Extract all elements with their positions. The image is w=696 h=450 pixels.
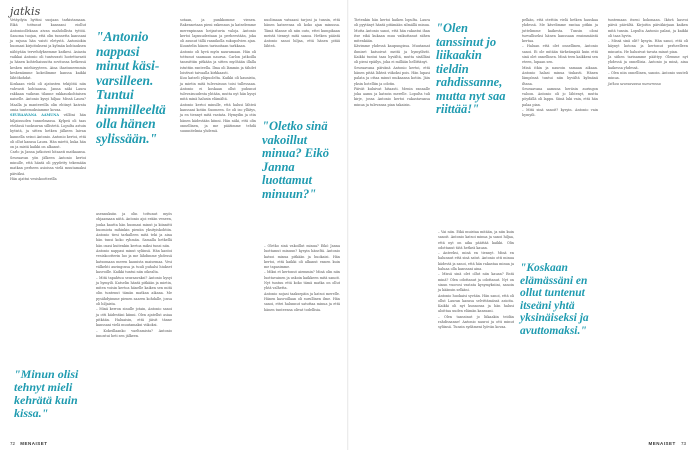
paragraph: – Missä sinä olet ollut niin kauan? Entä minä? Olen odottanut ja odottanut. Nyt on sinun vuorosi vastata kysymyksiini, sanoin ja käänsin selkäni. (438, 272, 514, 293)
pull-quote: "Antonio nappasi minut käsi-varsilleen. Tuntui himmilleeltä olla hänen sylissään." (96, 29, 166, 146)
paragraph: nuolimaan vatsaani tarjosi ja tunsin, että hänen katseensa oli koko ajan minussa. Tämä tilanne oli niin outo, ettei kumpikaan meistä tiennyt mitä sanoa. Hetken päästä Antonio sanoi hiljaa, että hänen pitää lähteä. (264, 18, 340, 49)
paragraph: Antonio nappasi minut syliinsä. Hän kantoi vesiskootterin luo ja me lähdimme yhdessä katsomaan meren kaunista maisemaa. Vesi välkehti auringossa ja tuuli puhalsi hiukset kasvoille. Kaikki tuntui niin oikealta. (96, 249, 172, 275)
paragraph: – Miksi et kertonut aiemmin? Minä olin niin luottavainen ja uskoin kaikkeen mitä sanoit. Nyt tuntuu että koko tämä matka on ollut yhtä valhetta. (264, 270, 340, 291)
paragraph: tuntemaan itseni kokonaan. Ikävä kasvoi päivä päivältä. Kirjoitin päiväkirjaan kaiken mitä tunsin. Lopulta Antonio palasi, ja kaikki oli taas hyvin. (608, 18, 688, 38)
right-folio (648, 441, 686, 446)
subheading: SEURAAVANA AAMUNA (10, 113, 59, 118)
paragraph: Päivät kuluivat hitaasti. Menin rannalle joka aamu ja katsoin merelle. Lopulta tuli kirje, jossa Antonio kertoi rakastavansa minua ja tulevansa pian takaisin. (354, 86, 430, 107)
right-column-3 (522, 18, 598, 119)
left-column-4 (264, 18, 340, 50)
left-column-3 (180, 18, 256, 135)
paragraph: Vetäydyin hyttini suojaan tarkistamaan. Eikä tottunut kanssani eiollut Antonioollekaan aivan mahdollista tyttöä. Sanoma tuojan, että olin tunnetta kanssani ja rajuna hän vaisti eletystä. Antoniokin huomasi kirjoitukseni ja kylmän kohtauksen nähtyään tervehdyksemme katkesi. Asiasta vaikkai Antonio oli tuntuvasti luotettavasti ja hänen kohteliaisuutta sovitussa hetkessä kesken miehisyyteen. Aina ihastuneemmin keskenämme kokeilimme kanssa kaikki lähtökohdat. (10, 18, 86, 81)
pull-quote: "Minun olisi tehnyt mieli kehrätä kuin kissa." (14, 367, 79, 420)
paragraph: pelkän, että otettiin vielä hetken hauskaa yhdessä. Me kävelimme rantaa pitkin ja juttelimme kaikesta. Tunsin oloni turvalliseksi hänen kanssaan ensimmäistä kertaa. (522, 18, 598, 44)
paragraph: – Olen niin onnellinen, sanoin. Antonio suuteli minua. (608, 70, 688, 81)
paragraph: Kävimme yhdessä kaupungissa. Muutamat ihmiset katsoivat meitä ja hymyilivät. Kaikki tuntui taas hyvältä, mutta sisälläni oli pieni epäilys, joka ei millään hellittänyt. (354, 44, 430, 65)
magazine-name: MENAISET (20, 441, 48, 446)
paragraph: Antonio oli hyvä myös nauramaan. Hän oli tottunut saamaan naurua. Carlon jatkoilla tanssittiin pitkään ja sitten myöhään illalla istuttiin ranteella. Ilma oli lämmin ja tähdet loistivat taivaalla kirkkaasti. (180, 49, 256, 75)
paragraph: Antonio huokaisi syvään. Hän sanoi, että oli ollut Lauran kanssa selvittämässä asioita. Kaikki oli nyt kunnossa ja hän halusi aloittaa uuden elämän kanssani. (438, 293, 514, 314)
paragraph: – Oletko sinä vakoillut minua? Eikö Janna luottamut minuun? kysyin häneltä. Antonio katsoi minua pitkään ja huokaisi. Hän kertoi, että kaikki oli alkanut ennen kuin me tapasimme. (264, 244, 340, 270)
left-column-1 (10, 18, 86, 182)
paragraph: SEURAAVANA AAMUNA vällöni hän hiljaisuuden tunnelmassa. Kylpeä oli taas etelässä tuoksuvan sillistetä. Lopulta astuin hytistä, ja sitten hetken jälkeen laivan kannella seisoi Antonio. Antonio kertoi, että oli ollut kanssa Laura. Hän mietti, kuka hän on ja mistä kaikki on alkanut. (10, 113, 86, 150)
paragraph: Hän ajattui vesiskootterilla (10, 176, 57, 181)
paragraph: Seuraavana päivänä Antonio kertoi, että hänen pitää lähteä viikoksi pois. Hän lupasi palata ja ottaa minut mukaansa kotiin. Jäin yksin hotelliin ja odotin. (354, 65, 430, 86)
page-number: 72 (10, 441, 16, 446)
magazine-name: MENAISET (648, 441, 676, 446)
paragraph: – Olen tanssinut jo liikaakin teidän rahdissanne! Antonio nauroi ja otti minut syliinsä. Tunsin sydämeni lyövän kovaa. (438, 314, 514, 330)
pull-quote: "Koskaan elämässäni en ollut tuntenut itseäni yhtä yksinäiseksi ja avuttomaksi." (520, 262, 589, 337)
right-column-1 (354, 18, 430, 108)
spine-gutter (347, 0, 349, 450)
paragraph: Jatkoa seuraavassa numerossa (608, 81, 661, 86)
right-column-2 (438, 230, 514, 331)
paragraph: sotaan, ja punkkomme vienen. Rakennetaan pieni rakennus ja katselemme merenpinnan heijastuvia valoja. Antonio kertoi lapsuudestaan ja perheestään, joka oli asunut tällä rannikolla sukupolvien ajan. Kuuntelin hänen tarinoitaan tarkkaan. (180, 18, 256, 49)
pull-quote: "Olen tanssinut jo liikaakin tieldin rahdissanne, mutta nyt saa riittää!" (436, 21, 506, 116)
paragraph: – Minä kerron sinulle jotain, Antonio sanoi ja otti kädestäni kiinni. Olen ajatellut asiaa pitkään. Haluaisin, että jäisit tänne kanssani vielä muutamaksi viikoksi. (96, 307, 172, 328)
paragraph: Koskaan vielä oli ajatusten tekijöitä niin vahvasti kohtaansa. Janna näki Laura rakkaan vaikean tilanne rakkauskohtaisen naiselle. Antonio kysyi hiljaa: Missä Laura? Maalla ja mantereilla olin ehtinyt kaivata omia tuntemuksiamme kovaa. (10, 81, 86, 113)
paragraph: Tietenkin hän kertoi kaiken lopulta. Laura oli pyytänyt häntä pitämään silmällä minua. Mutta Antonio sanoi, että hän rakastui ihan itse eikä kukaan muu vaikuttanut siihen mitenkään. (354, 18, 430, 44)
page-number: 73 (680, 441, 686, 446)
left-column-2 (96, 212, 172, 339)
left-folio (10, 441, 48, 446)
paragraph: – Haluan että olet onnellinen, Antonio sanoi. Ei ole mitään tärkeämpää kuin että sinä olet onnellinen. Minä teen kaikkeni sen eteen, lupaan sen. (522, 44, 598, 65)
paragraph: – Anteeksi, minä en tiennyt. Minä en halunnut että sinä satut. Antonio otti minua kädestä ja sanoi, että hän rakastaa minua ja haluaa olla kanssani aina. (438, 251, 514, 272)
right-column-4 (608, 18, 688, 87)
paragraph: Antonio kertoi minulle, että halusi lähteä kanssani kotiin Suomeen. Se oli iso yllätys, ja en tiennyt mitä vastata. Hymyilin ja otin hänen kädestään kiinni. Hän näki, että olin onnellinen, ja me päätimme tehdä suunnitelmia yhdessä. (180, 102, 256, 134)
paragraph: Carlo ja Janna jatkoivat hitaasti matkaansa. Seuraavan yön jälkeen Antonio kertoi minulle, että häntä oli pyydetty tekemään matkan perheen asioissa vielä muutamaksi päiväksi. (10, 150, 86, 176)
paragraph: Antonio nojasi taaksepäin ja katsoi merelle. Hänen kasvoillaan oli surullinen ilme. Hän sanoi, ettei halunnut satuttaa minua ja että hänen tunteensa olivat todellisia. (264, 291, 340, 312)
paragraph: asennuksiin ja olin tottunut myös ohjaamaan niitä. Antonio ajoi erään veneen, jonka kautta hän huomasi minut ja kiinnitti huomiota mihinkin pieniin yksityiskohtiin. Antonio tiesi tarkalleen mitä teki ja aina hän tunsi koko ryhmän. Samalla hetkellä hän osasi kuitenkin kertoa miksi tunsi niin. (96, 212, 172, 248)
paragraph: – Vai niin. Eikä muistaa mitään, ja niin kuin sanoit. Antonio katsoi minua ja sanoi hiljaa, että nyt on aika päättää kaikki. Olin odottanut tätä hetkeä kauan. (438, 230, 514, 250)
left-column-4b (264, 244, 340, 313)
paragraph: – Mitä tapahtuu seuraavaksi? Antonio kysyi ja hymyili. Katselin häntä pitkään ja mietin, miten voisin kertoa hänelle kaiken sen mitä olin tuntenut tämän matkan aikana. Me pysähdyimme pienen saaren kohdalle, jossa oli hiljaista. (96, 275, 172, 307)
paragraph: – Kokeillaanko vaeltamista? Antonio innostui heti sen jälkeen. (96, 328, 172, 338)
paragraph: Minä itkin ja nauroin samaan aikaan. Antonio halasi minua tiukasti. Hänen lämpönsä tuntui niin hyvältä kylmänä iltana. (522, 65, 598, 86)
section-kicker: jatkis (10, 5, 41, 18)
paragraph: Seuraavana aamuna heräsin auringon valoon. Antonio oli jo lähtenyt, mutta pöydällä oli lappu. Siinä luki vain, että hän palaa pian. (522, 86, 598, 107)
paragraph: Kuu katseli yläpuolelta. Kaikki oli kaunista, ja mietin mitä tulevaisuus toisi tullessaan. Antonio ei koskaan ollut puhunut tulevaisuudesta yhtään, mutta nyt hän kysyi mitä minä halusin elämältä. (180, 76, 256, 102)
paragraph: – Mitä sinä sanoit? kysyin. Antonio vain hymyili. (522, 108, 598, 118)
paragraph: Ja siihen tarinamme päättyy. Olemme nyt yhdessä ja onnellisia. Antonio ja minä, aina kaikessa yhdessä. (608, 55, 688, 70)
pull-quote: "Oletko sinä vakoillut minua? Eikö Janna luottamut minuun?" (262, 119, 330, 201)
paragraph: – Missä sinä olit? kysyin. Hän sanoi, että oli käynyt kotona ja kertonut perheelleen minusta. He halusivat tavata minut pian. (608, 39, 688, 54)
